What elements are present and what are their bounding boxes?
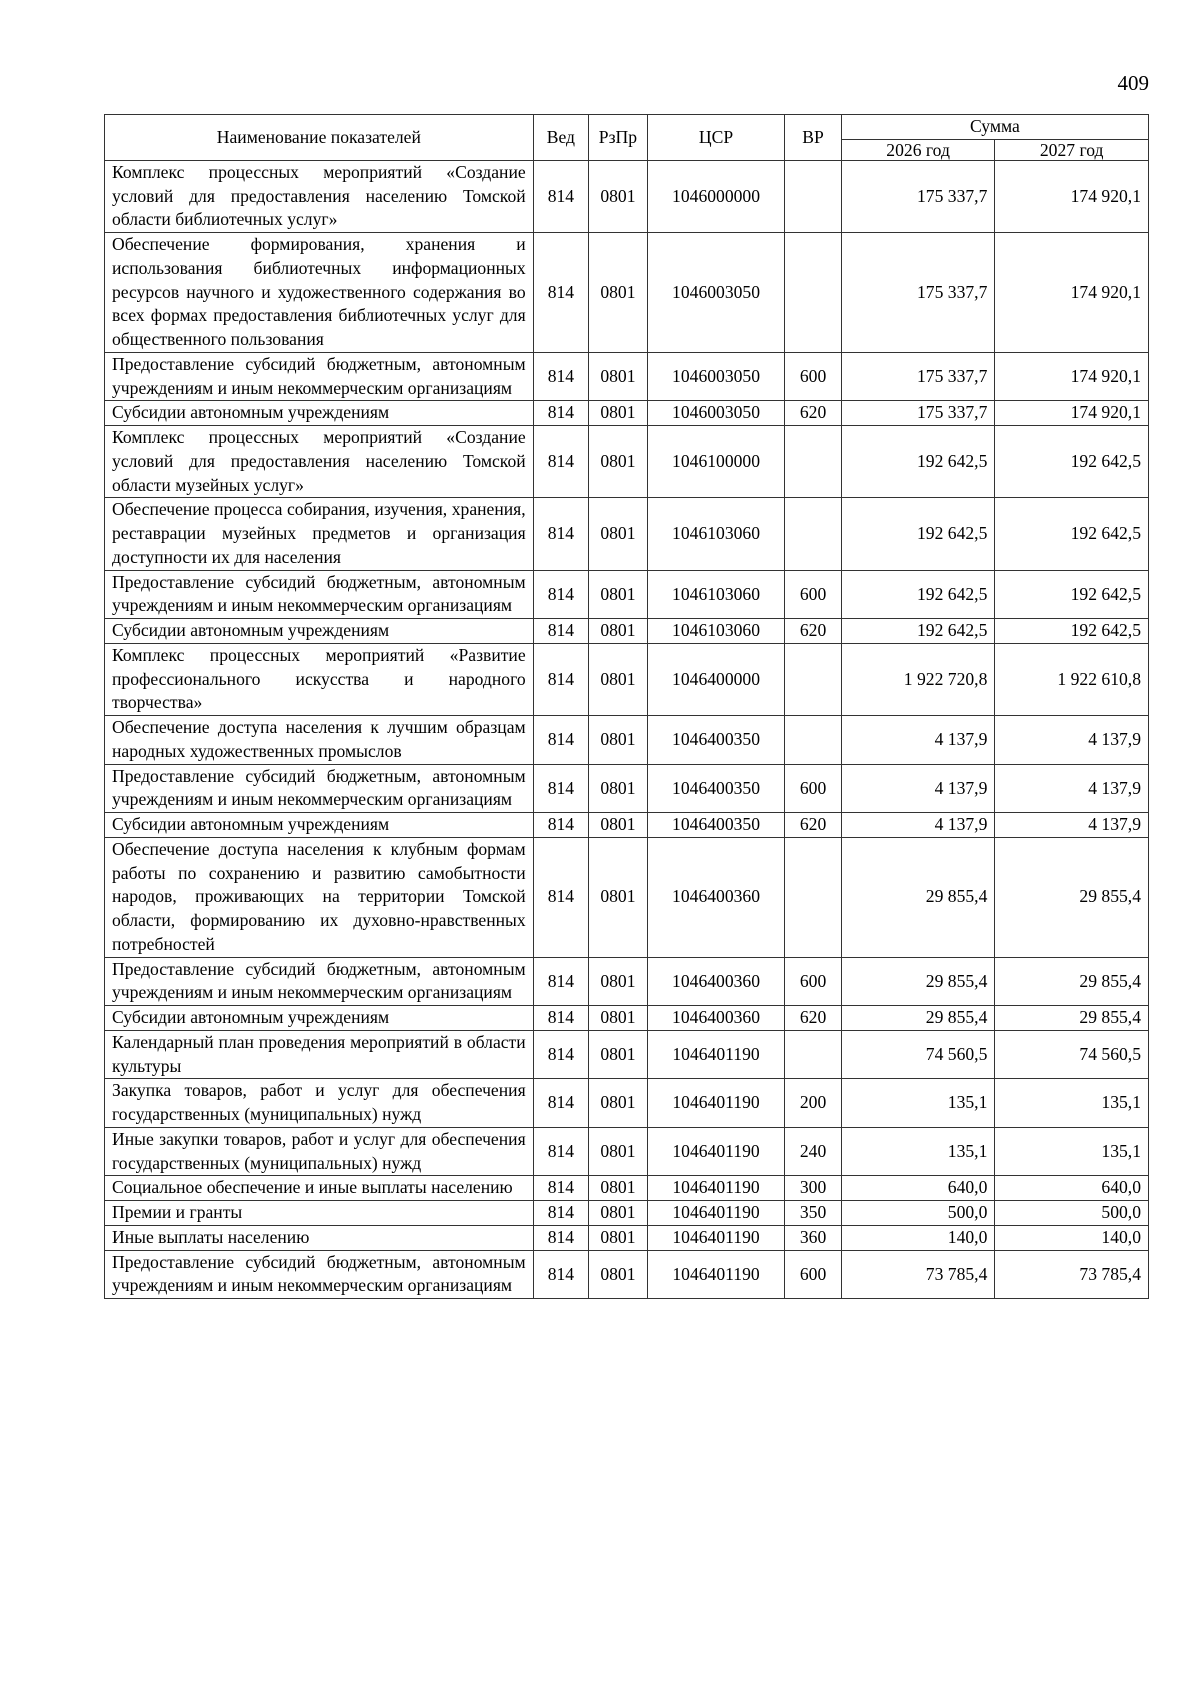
amount-2026: 29 855,4: [841, 837, 995, 957]
rzpr-code: 0801: [589, 233, 648, 353]
rzpr-code: 0801: [589, 426, 648, 498]
ved-code: 814: [533, 1030, 588, 1079]
amount-2026: 500,0: [841, 1201, 995, 1226]
amount-2026: 4 137,9: [841, 716, 995, 765]
header-rzpr: РзПр: [589, 115, 648, 161]
ved-code: 814: [533, 401, 588, 426]
ved-code: 814: [533, 1225, 588, 1250]
amount-2026: 74 560,5: [841, 1030, 995, 1079]
table-row: [105, 813, 1149, 838]
ved-code: 814: [533, 1250, 588, 1299]
table-row: [105, 619, 1149, 644]
indicator-name: Закупка товаров, работ и услуг для обеспечения государственных (муниципальных) нужд: [105, 1079, 534, 1128]
amount-2026: 29 855,4: [841, 957, 995, 1006]
csr-code: 1046400360: [647, 957, 785, 1006]
amount-2026: 192 642,5: [841, 426, 995, 498]
csr-code: 1046100000: [647, 426, 785, 498]
indicator-name: Предоставление субсидий бюджетным, автономным учреждениям и иным некоммерческим организациям: [105, 764, 534, 813]
ved-code: 814: [533, 957, 588, 1006]
csr-code: 1046003050: [647, 233, 785, 353]
rzpr-code: 0801: [589, 1201, 648, 1226]
rzpr-code: 0801: [589, 643, 648, 715]
ved-code: 814: [533, 1079, 588, 1128]
amount-2027: 29 855,4: [995, 837, 1149, 957]
csr-code: 1046401190: [647, 1127, 785, 1176]
amount-2027: 1 922 610,8: [995, 643, 1149, 715]
amount-2026: 175 337,7: [841, 160, 995, 232]
csr-code: 1046401190: [647, 1176, 785, 1201]
table-row: [105, 233, 1149, 353]
amount-2026: 135,1: [841, 1127, 995, 1176]
amount-2027: 140,0: [995, 1225, 1149, 1250]
vr-code: 600: [785, 764, 842, 813]
table-row: [105, 1201, 1149, 1226]
header-ved: Вед: [533, 115, 588, 161]
amount-2026: 29 855,4: [841, 1006, 995, 1031]
ved-code: 814: [533, 813, 588, 838]
indicator-name: Предоставление субсидий бюджетным, автономным учреждениям и иным некоммерческим организациям: [105, 957, 534, 1006]
amount-2026: 4 137,9: [841, 813, 995, 838]
table-row: [105, 1079, 1149, 1128]
amount-2027: 192 642,5: [995, 426, 1149, 498]
table-row: [105, 1225, 1149, 1250]
csr-code: 1046401190: [647, 1201, 785, 1226]
vr-code: 300: [785, 1176, 842, 1201]
ved-code: 814: [533, 837, 588, 957]
csr-code: 1046400000: [647, 643, 785, 715]
amount-2027: 174 920,1: [995, 401, 1149, 426]
indicator-name: Обеспечение доступа населения к клубным формам работы по сохранению и развитию самобытности народов, проживающих на территории Томской области, формированию их духовно-нравственных потребностей: [105, 837, 534, 957]
amount-2026: 73 785,4: [841, 1250, 995, 1299]
csr-code: 1046400350: [647, 764, 785, 813]
table-row: [105, 643, 1149, 715]
indicator-name: Иные выплаты населению: [105, 1225, 534, 1250]
rzpr-code: 0801: [589, 570, 648, 619]
rzpr-code: 0801: [589, 401, 648, 426]
ved-code: 814: [533, 1176, 588, 1201]
csr-code: 1046000000: [647, 160, 785, 232]
table-row: [105, 1030, 1149, 1079]
amount-2026: 192 642,5: [841, 619, 995, 644]
header-year-2027: 2027 год: [995, 139, 1149, 160]
table-row: [105, 1250, 1149, 1299]
table-row: [105, 1127, 1149, 1176]
csr-code: 1046103060: [647, 498, 785, 570]
amount-2027: 192 642,5: [995, 498, 1149, 570]
rzpr-code: 0801: [589, 813, 648, 838]
csr-code: 1046400350: [647, 716, 785, 765]
rzpr-code: 0801: [589, 498, 648, 570]
ved-code: 814: [533, 233, 588, 353]
rzpr-code: 0801: [589, 1079, 648, 1128]
indicator-name: Премии и гранты: [105, 1201, 534, 1226]
ved-code: 814: [533, 570, 588, 619]
amount-2027: 4 137,9: [995, 764, 1149, 813]
vr-code: [785, 1030, 842, 1079]
amount-2027: 192 642,5: [995, 619, 1149, 644]
table-row: [105, 570, 1149, 619]
amount-2027: 29 855,4: [995, 957, 1149, 1006]
csr-code: 1046400360: [647, 837, 785, 957]
indicator-name: Социальное обеспечение и иные выплаты населению: [105, 1176, 534, 1201]
rzpr-code: 0801: [589, 1250, 648, 1299]
amount-2027: 174 920,1: [995, 352, 1149, 401]
table-row: [105, 957, 1149, 1006]
vr-code: [785, 837, 842, 957]
indicator-name: Субсидии автономным учреждениям: [105, 401, 534, 426]
amount-2027: 192 642,5: [995, 570, 1149, 619]
ved-code: 814: [533, 498, 588, 570]
table-row: [105, 1176, 1149, 1201]
csr-code: 1046401190: [647, 1030, 785, 1079]
amount-2027: 73 785,4: [995, 1250, 1149, 1299]
vr-code: 350: [785, 1201, 842, 1226]
header-name: Наименование показателей: [105, 115, 534, 161]
indicator-name: Обеспечение формирования, хранения и использования библиотечных информационных ресурсов научного и художественного содержания во всех формах предоставления библиотечных услуг для общественного пользования: [105, 233, 534, 353]
rzpr-code: 0801: [589, 1127, 648, 1176]
ved-code: 814: [533, 1201, 588, 1226]
amount-2026: 175 337,7: [841, 233, 995, 353]
ved-code: 814: [533, 426, 588, 498]
indicator-name: Комплекс процессных мероприятий «Развитие профессионального искусства и народного творчества»: [105, 643, 534, 715]
table-row: [105, 426, 1149, 498]
amount-2027: 500,0: [995, 1201, 1149, 1226]
header-sum: Сумма: [841, 115, 1148, 140]
vr-code: 620: [785, 1006, 842, 1031]
csr-code: 1046401190: [647, 1225, 785, 1250]
rzpr-code: 0801: [589, 837, 648, 957]
vr-code: 620: [785, 619, 842, 644]
amount-2026: 135,1: [841, 1079, 995, 1128]
vr-code: [785, 643, 842, 715]
amount-2026: 192 642,5: [841, 570, 995, 619]
amount-2027: 135,1: [995, 1127, 1149, 1176]
indicator-name: Предоставление субсидий бюджетным, автономным учреждениям и иным некоммерческим организациям: [105, 352, 534, 401]
amount-2027: 135,1: [995, 1079, 1149, 1128]
ved-code: 814: [533, 1127, 588, 1176]
amount-2027: 74 560,5: [995, 1030, 1149, 1079]
vr-code: 600: [785, 1250, 842, 1299]
csr-code: 1046003050: [647, 401, 785, 426]
indicator-name: Обеспечение доступа населения к лучшим образцам народных художественных промыслов: [105, 716, 534, 765]
amount-2026: 175 337,7: [841, 352, 995, 401]
rzpr-code: 0801: [589, 764, 648, 813]
table-row: [105, 401, 1149, 426]
ved-code: 814: [533, 160, 588, 232]
table-row: [105, 1006, 1149, 1031]
csr-code: 1046103060: [647, 619, 785, 644]
amount-2027: 174 920,1: [995, 160, 1149, 232]
amount-2027: 29 855,4: [995, 1006, 1149, 1031]
rzpr-code: 0801: [589, 1176, 648, 1201]
page-number: 409: [1117, 71, 1149, 95]
table-body: [105, 160, 1149, 1298]
rzpr-code: 0801: [589, 160, 648, 232]
table-row: [105, 837, 1149, 957]
ved-code: 814: [533, 764, 588, 813]
indicator-name: Календарный план проведения мероприятий в области культуры: [105, 1030, 534, 1079]
csr-code: 1046401190: [647, 1250, 785, 1299]
amount-2026: 4 137,9: [841, 764, 995, 813]
ved-code: 814: [533, 643, 588, 715]
rzpr-code: 0801: [589, 352, 648, 401]
amount-2027: 4 137,9: [995, 813, 1149, 838]
csr-code: 1046400360: [647, 1006, 785, 1031]
ved-code: 814: [533, 352, 588, 401]
rzpr-code: 0801: [589, 1006, 648, 1031]
rzpr-code: 0801: [589, 619, 648, 644]
vr-code: [785, 426, 842, 498]
csr-code: 1046103060: [647, 570, 785, 619]
vr-code: 240: [785, 1127, 842, 1176]
rzpr-code: 0801: [589, 716, 648, 765]
amount-2026: 1 922 720,8: [841, 643, 995, 715]
indicator-name: Комплекс процессных мероприятий «Создание условий для предоставления населению Томской области библиотечных услуг»: [105, 160, 534, 232]
vr-code: 200: [785, 1079, 842, 1128]
table-row: [105, 764, 1149, 813]
vr-code: 600: [785, 957, 842, 1006]
rzpr-code: 0801: [589, 1225, 648, 1250]
amount-2026: 175 337,7: [841, 401, 995, 426]
vr-code: [785, 160, 842, 232]
ved-code: 814: [533, 1006, 588, 1031]
rzpr-code: 0801: [589, 957, 648, 1006]
csr-code: 1046401190: [647, 1079, 785, 1128]
ved-code: 814: [533, 619, 588, 644]
indicator-name: Субсидии автономным учреждениям: [105, 619, 534, 644]
table-row: [105, 160, 1149, 232]
rzpr-code: 0801: [589, 1030, 648, 1079]
table-row: [105, 716, 1149, 765]
indicator-name: Обеспечение процесса собирания, изучения, хранения, реставрации музейных предметов и организация доступности их для населения: [105, 498, 534, 570]
ved-code: 814: [533, 716, 588, 765]
indicator-name: Предоставление субсидий бюджетным, автономным учреждениям и иным некоммерческим организациям: [105, 1250, 534, 1299]
indicator-name: Иные закупки товаров, работ и услуг для обеспечения государственных (муниципальных) нужд: [105, 1127, 534, 1176]
csr-code: 1046003050: [647, 352, 785, 401]
amount-2027: 4 137,9: [995, 716, 1149, 765]
vr-code: [785, 498, 842, 570]
vr-code: [785, 716, 842, 765]
indicator-name: Комплекс процессных мероприятий «Создание условий для предоставления населению Томской области музейных услуг»: [105, 426, 534, 498]
indicator-name: Предоставление субсидий бюджетным, автономным учреждениям и иным некоммерческим организациям: [105, 570, 534, 619]
vr-code: 360: [785, 1225, 842, 1250]
vr-code: 620: [785, 813, 842, 838]
header-year-2026: 2026 год: [841, 139, 995, 160]
indicator-name: Субсидии автономным учреждениям: [105, 813, 534, 838]
vr-code: 600: [785, 352, 842, 401]
budget-table: [104, 114, 1149, 1299]
header-csr: ЦСР: [647, 115, 785, 161]
indicator-name: Субсидии автономным учреждениям: [105, 1006, 534, 1031]
csr-code: 1046400350: [647, 813, 785, 838]
table-row: [105, 498, 1149, 570]
vr-code: 620: [785, 401, 842, 426]
amount-2026: 640,0: [841, 1176, 995, 1201]
header-vr: ВР: [785, 115, 842, 161]
amount-2026: 192 642,5: [841, 498, 995, 570]
vr-code: 600: [785, 570, 842, 619]
amount-2027: 174 920,1: [995, 233, 1149, 353]
amount-2027: 640,0: [995, 1176, 1149, 1201]
amount-2026: 140,0: [841, 1225, 995, 1250]
table-row: [105, 352, 1149, 401]
vr-code: [785, 233, 842, 353]
